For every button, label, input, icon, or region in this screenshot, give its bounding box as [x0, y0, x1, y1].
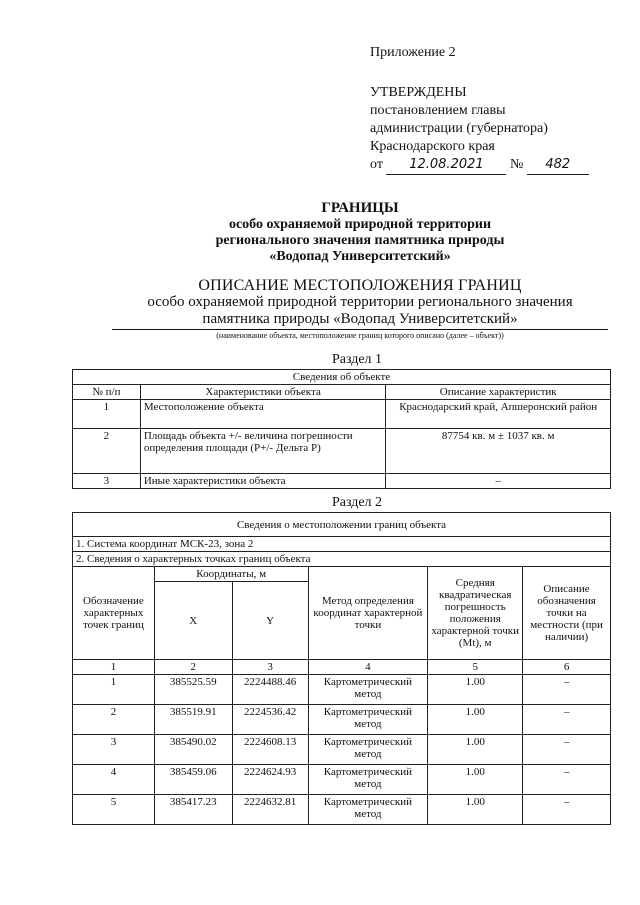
error: 1.00: [428, 675, 523, 705]
coordinate-system: 1. Система координат МСК-23, зона 2: [73, 537, 611, 552]
description-block: [60, 277, 640, 341]
column-header-point: Обозначение характерных точек границ: [73, 567, 155, 660]
column-number: 2: [154, 660, 232, 675]
description-title: ОПИСАНИЕ МЕСТОПОЛОЖЕНИЯ ГРАНИЦ: [198, 277, 522, 294]
coord-y: 2224608.13: [232, 735, 308, 765]
table-row: [73, 474, 611, 489]
coord-x: 385525.59: [154, 675, 232, 705]
method: Картометрический метод: [308, 795, 428, 825]
approval-date: 12.08.2021: [386, 156, 506, 175]
approved-line-2: администрации (губернатора): [370, 121, 548, 136]
point-number: 2: [73, 705, 155, 735]
error: 1.00: [428, 705, 523, 735]
column-number: 6: [523, 660, 611, 675]
marker: –: [523, 675, 611, 705]
coord-y: 2224624.93: [232, 765, 308, 795]
marker: –: [523, 765, 611, 795]
table-row: [73, 765, 611, 795]
method: Картометрический метод: [308, 735, 428, 765]
approved-line-3: Краснодарского края: [370, 139, 495, 154]
description-line-1: особо охраняемой природной территории регионального значения: [147, 294, 573, 310]
method: Картометрический метод: [308, 765, 428, 795]
approved-line-1: постановлением главы: [370, 103, 506, 118]
point-number: 5: [73, 795, 155, 825]
error: 1.00: [428, 765, 523, 795]
column-number: 4: [308, 660, 428, 675]
column-header-coords: Координаты, м: [154, 567, 308, 582]
description-line-2: памятника природы «Водопад Университетский»: [112, 311, 608, 330]
approved-title: УТВЕРЖДЕНЫ: [370, 85, 467, 100]
column-header-method: Метод определения координат характерной точки: [308, 567, 428, 660]
characteristic-value: 87754 кв. м ± 1037 кв. м: [386, 429, 611, 474]
coord-y: 2224632.81: [232, 795, 308, 825]
table-row: [73, 400, 611, 429]
column-header: № п/п: [73, 385, 141, 400]
marker: –: [523, 705, 611, 735]
heading-title: ГРАНИЦЫ: [321, 200, 399, 216]
heading-line-3: «Водопад Университетский»: [269, 249, 451, 264]
column-number: 3: [232, 660, 308, 675]
coord-x: 385459.06: [154, 765, 232, 795]
heading-line-1: особо охраняемой природной территории: [228, 217, 492, 232]
number-label: №: [509, 157, 524, 172]
description-note: (наименование объекта, местоположение границ которого описано (далее – объект)): [216, 331, 504, 340]
column-header-error: Средняя квадратическая погрешность положения характерной точки (Mt), м: [428, 567, 523, 660]
characteristic-name: Иные характеристики объекта: [140, 474, 386, 489]
error: 1.00: [428, 735, 523, 765]
document-heading: [60, 200, 640, 265]
column-header-x: X: [154, 582, 232, 660]
method: Картометрический метод: [308, 675, 428, 705]
column-number: 1: [73, 660, 155, 675]
table-row: [73, 675, 611, 705]
column-header-marker: Описание обозначения точки на местности (при наличии): [523, 567, 611, 660]
section-1-title: Раздел 1: [331, 352, 383, 367]
coord-y: 2224536.42: [232, 705, 308, 735]
column-header-y: Y: [232, 582, 308, 660]
error: 1.00: [428, 795, 523, 825]
marker: –: [523, 795, 611, 825]
point-number: 4: [73, 765, 155, 795]
coord-x: 385417.23: [154, 795, 232, 825]
column-header: Описание характеристик: [386, 385, 611, 400]
coord-x: 385519.91: [154, 705, 232, 735]
approved-date-line: [370, 156, 620, 175]
coord-y: 2224488.46: [232, 675, 308, 705]
from-label: от: [370, 157, 383, 172]
characteristic-value: Краснодарский край, Апшеронский район: [386, 400, 611, 429]
row-number: 2: [73, 429, 141, 474]
row-number: 3: [73, 474, 141, 489]
table-row: [73, 429, 611, 474]
characteristic-value: –: [386, 474, 611, 489]
location-header: Сведения о местоположении границ объекта: [73, 513, 611, 537]
table-row: [73, 705, 611, 735]
coord-x: 385490.02: [154, 735, 232, 765]
object-info-header: Сведения об объекте: [73, 370, 611, 385]
characteristic-name: Площадь объекта +/- величина погрешности определения площади (P+/- Дельта P): [140, 429, 386, 474]
method: Картометрический метод: [308, 705, 428, 735]
column-header: Характеристики объекта: [140, 385, 386, 400]
characteristic-name: Местоположение объекта: [140, 400, 386, 429]
point-number: 1: [73, 675, 155, 705]
section-2-title: Раздел 2: [331, 495, 383, 510]
table-row: [73, 795, 611, 825]
table-row: [73, 735, 611, 765]
row-number: 1: [73, 400, 141, 429]
column-number: 5: [428, 660, 523, 675]
heading-line-2: регионального значения памятника природы: [215, 233, 505, 248]
object-info-table: [72, 369, 611, 489]
point-number: 3: [73, 735, 155, 765]
appendix-label: Приложение 2: [370, 45, 456, 60]
marker: –: [523, 735, 611, 765]
boundary-points-table: [72, 512, 611, 825]
approval-number: 482: [527, 156, 589, 175]
points-title: 2. Сведения о характерных точках границ объекта: [73, 552, 611, 567]
approval-block: [370, 44, 620, 175]
